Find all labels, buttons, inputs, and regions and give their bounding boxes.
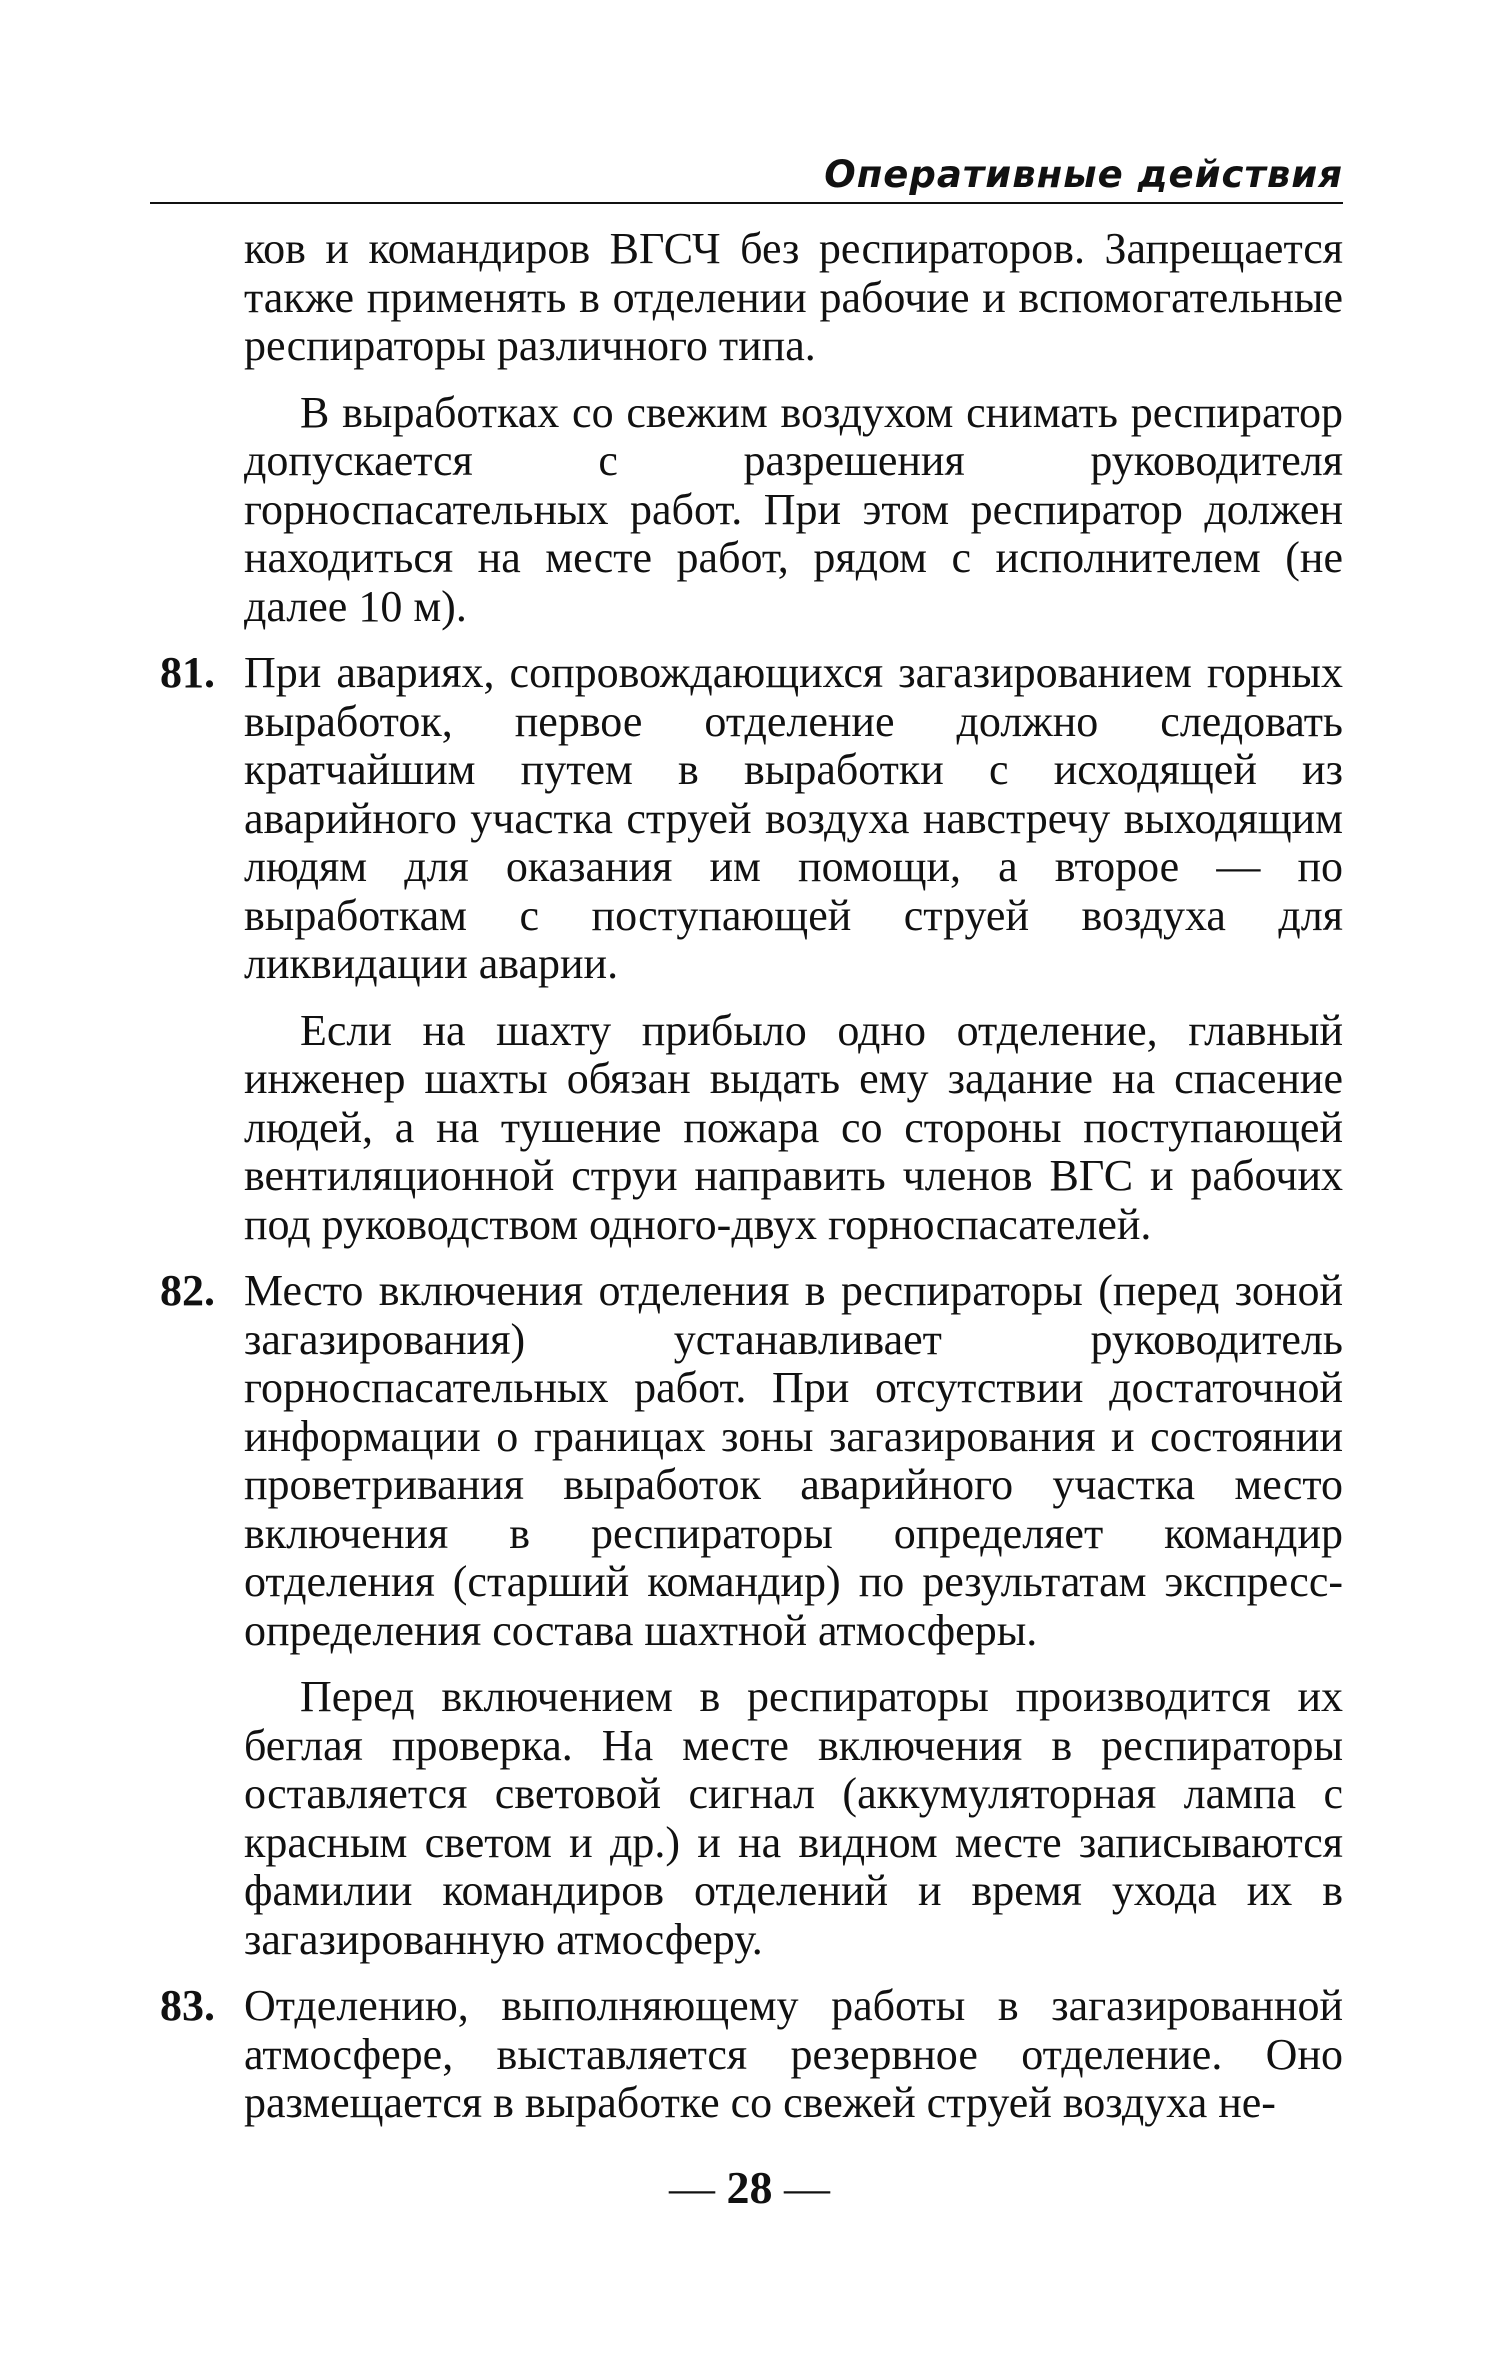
paragraph-respirator-check: Перед включением в респираторы производится их беглая проверка. На месте включения в респираторы оставляется световой сигнал (аккумуляторная лампа с красным светом и др.) и на видном месте записываются фамилии командиров отделений и время ухода их в загазированную атмосферу.	[244, 1672, 1343, 1964]
body-text	[150, 225, 1343, 2146]
item-text: При авариях, сопровождающихся загазированием горных выработок, первое отделение должно следовать кратчайшим путем в выработки с исходящей из аварийного участка струей воздуха навстречу выходящим людям для оказания им помощи, а второе — по выработкам с поступающей струей воздуха для ликвидации аварии.	[244, 648, 1343, 988]
item-number: 83.	[160, 1981, 215, 2030]
numbered-item-83	[150, 1982, 1343, 2128]
item-text: Место включения отделения в респираторы (перед зоной загазирования) устанавливает руководитель горноспасательных работ. При отсутствии достаточной информации о границах зоны загазирования и состоянии проветривания выработок аварийного участка место включения в респираторы определяет командир отделения (старший командир) по результатам экспресс-определения состава шахтной атмосферы.	[244, 1266, 1343, 1655]
running-head	[150, 152, 1343, 204]
folio-dash-right: —	[784, 2162, 830, 2213]
page-number	[0, 2160, 1499, 2216]
header-rule	[150, 202, 1343, 204]
item-number: 81.	[160, 648, 215, 697]
paragraph-respirator-removal: В выработках со свежим воздухом снимать респиратор допускается с разрешения руководителя горноспасательных работ. При этом респиратор должен находиться на месте работ, рядом с исполнителем (не далее 10 м).	[244, 387, 1343, 631]
numbered-item-81	[150, 649, 1343, 989]
running-head-title: Оперативные действия	[824, 153, 1343, 196]
folio-dash-left: —	[669, 2162, 715, 2213]
paragraph-continued: ков и командиров ВГСЧ без респираторов. Запрещается также применять в отделении рабочие и вспомогательные респираторы различного типа.	[244, 224, 1343, 370]
item-text: Отделению, выполняющему работы в загазированной атмосфере, выставляется резервное отделение. Оно размещается в выработке со свежей струей воздуха не-	[244, 1981, 1343, 2127]
numbered-item-82	[150, 1267, 1343, 1655]
folio-number: 28	[726, 2162, 773, 2213]
item-number: 82.	[160, 1266, 215, 1315]
paragraph-single-squad: Если на шахту прибыло одно отделение, главный инженер шахты обязан выдать ему задание на спасение людей, а на тушение пожара со стороны поступающей вентиляционной струи направить членов ВГС и рабочих под руководством одного-двух горноспасателей.	[244, 1005, 1343, 1249]
